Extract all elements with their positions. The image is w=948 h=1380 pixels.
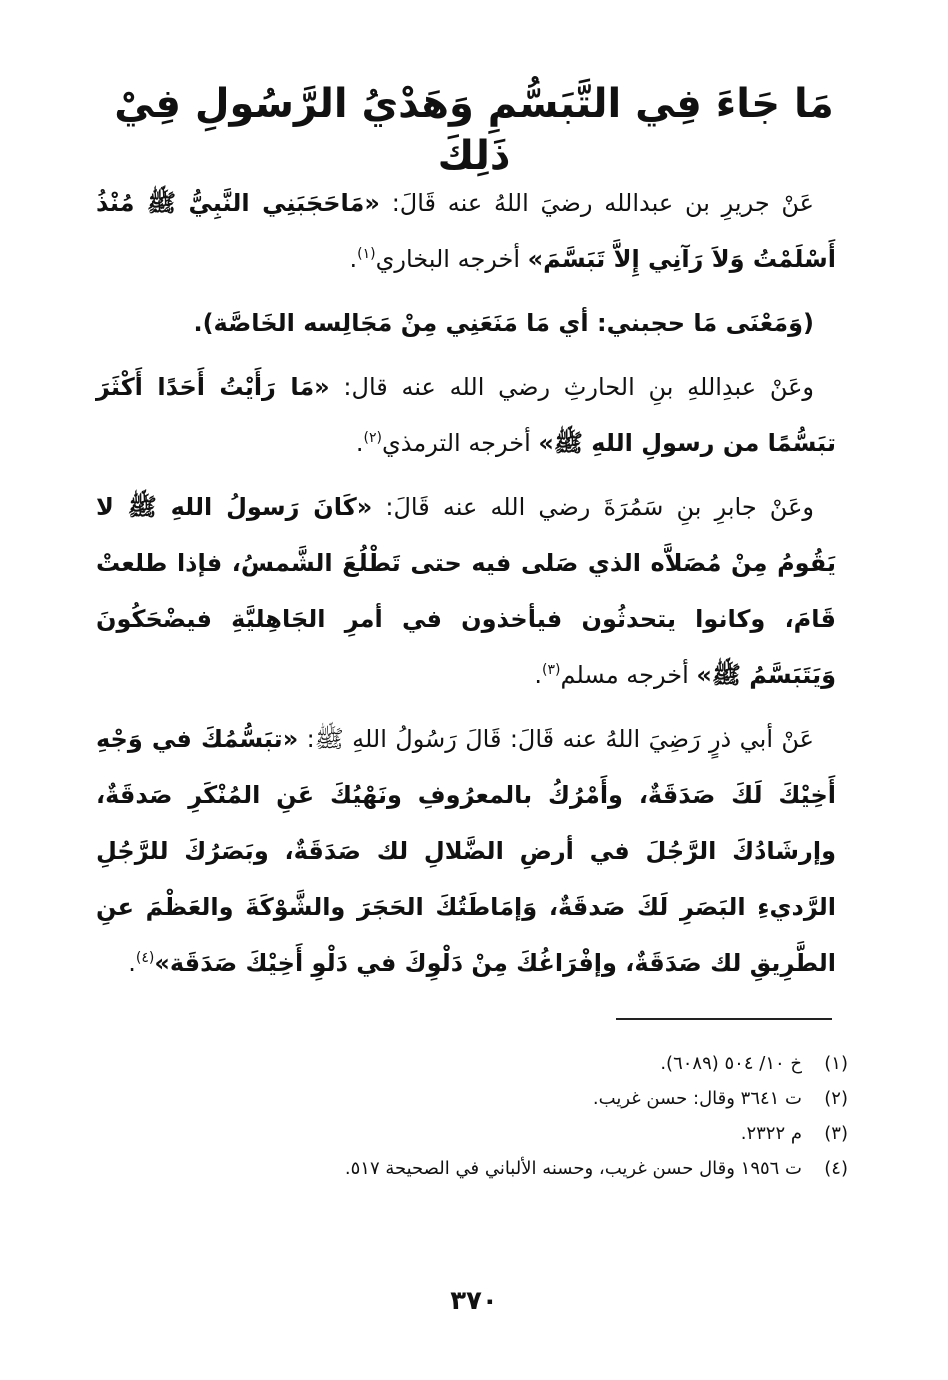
footnote-text: خ ١٠/ ٥٠٤ (٦٠٨٩). <box>660 1053 802 1074</box>
footnote-ref[interactable]: (١) <box>357 246 376 262</box>
footnote-text: م ٢٣٢٢. <box>740 1123 802 1144</box>
paragraph-meaning <box>96 295 836 351</box>
footnote-number: (٢) <box>824 1088 848 1109</box>
source-text: أخرجه مسلم <box>560 661 697 689</box>
footnote-item <box>150 1151 848 1186</box>
footnote-number: (٤) <box>824 1158 848 1179</box>
sentence-end: . <box>128 949 136 977</box>
footnote-ref[interactable]: (٣) <box>542 662 561 678</box>
body-text <box>96 175 836 999</box>
hadith-quote: «مَاحَجَبَنِي النَّبِيُّ ﷺ مُنْذُ أَسْلَمْتُ وَلاَ رَآنِي إِلاَّ تَبَسَّمَ» <box>96 189 836 273</box>
hadith-quote: «مَا رَأَيْتُ أَحَدًا أَكْثَرَ تبَسُّمًا من رسولِ اللهِ ﷺ» <box>96 373 836 457</box>
paragraph-ibn-harith <box>96 359 836 471</box>
footnote-ref[interactable]: (٤) <box>135 950 155 966</box>
narration-intro: عَنْ أبي ذرٍ رَضِيَ اللهُ عنه قَالَ: قَالَ رَسُولُ اللهِ ﷺ: <box>298 725 814 753</box>
paragraph-jarir <box>96 175 836 287</box>
narration-intro: وعَنْ عبدِاللهِ بنِ الحارثِ رضي الله عنه قال: <box>329 373 814 401</box>
narration-intro: وعَنْ جابرِ بنِ سَمُرَةَ رضي الله عنه قَالَ: <box>372 493 814 521</box>
footnote-item <box>150 1081 848 1116</box>
footnote-ref[interactable]: (٢) <box>363 430 382 446</box>
footnote-number: (٣) <box>824 1123 848 1144</box>
meaning-note: (وَمَعْنَى مَا حجبني: أي مَا مَنَعَنِي مِنْ مَجَالِسه الخَاصَّة). <box>193 309 814 337</box>
narration-intro: عَنْ جريرِ بن عبدالله رضيَ اللهُ عنه قَالَ: <box>379 189 814 217</box>
sentence-end: . <box>534 661 543 689</box>
footnote-item <box>150 1116 848 1151</box>
footnote-text: ت ٣٦٤١ وقال: حسن غريب. <box>592 1088 802 1109</box>
footnote-number: (١) <box>824 1053 848 1074</box>
sentence-end: . <box>349 245 358 273</box>
chapter-title: مَا جَاءَ فِي التَّبَسُّمِ وَهَدْيُ الرَّسُولِ فِيْ ذَلِكَ <box>114 81 834 179</box>
hadith-quote: «تبَسُّمُكَ في وَجْهِ أَخِيْكَ لَكَ صَدَقَةٌ، وأَمْرُكُ بالمعرُوفِ ونَهْيُكَ عَنِ المُنْكَرِ صَدقَةٌ، وإرشَادُكَ الرَّجُلَ في أرضِ الضَّلالِ لك صَدَقَةٌ، وبَصَرُكَ للرَّجُلِ الرَّديءِ البَصَرِ لَكَ صَدقَةٌ، وَإمَاطَتُكَ الحَجَرَ والشَّوْكَةَ والعَظْمَ عنِ الطَّرِيقِ لك صَدَقَةٌ، وإفْرَاغُكَ مِنْ دَلْوِكَ في دَلْوِ أَخِيْكَ صَدَقَة» <box>96 725 836 977</box>
paragraph-abu-dharr <box>96 711 836 991</box>
sentence-end: . <box>355 429 364 457</box>
source-text: أخرجه الترمذي <box>381 429 539 457</box>
paragraph-jabir <box>96 479 836 703</box>
footnote-item <box>150 1046 848 1081</box>
footnotes <box>150 1046 848 1186</box>
hadith-quote: «كَانَ رَسولُ اللهِ ﷺ لا يَقُومُ مِنْ مُصَلاَّه الذي صَلى فيه حتى تَطْلُعَ الشَّمسُ، فإذا طلعتْ قَامَ، وكانوا يتحدثُون فيأخذون في أمرِ الجَاهِليَّةِ فيضْحَكُونَ وَيَتَبَسَّمُ ﷺ» <box>96 493 836 689</box>
footnote-separator <box>616 1018 832 1020</box>
footnote-text: ت ١٩٥٦ وقال حسن غريب، وحسنه الألباني في الصحيحة ٥١٧. <box>344 1158 802 1179</box>
source-text: أخرجه البخاري <box>375 245 528 273</box>
page-number: ٣٧٠ <box>450 1286 498 1316</box>
